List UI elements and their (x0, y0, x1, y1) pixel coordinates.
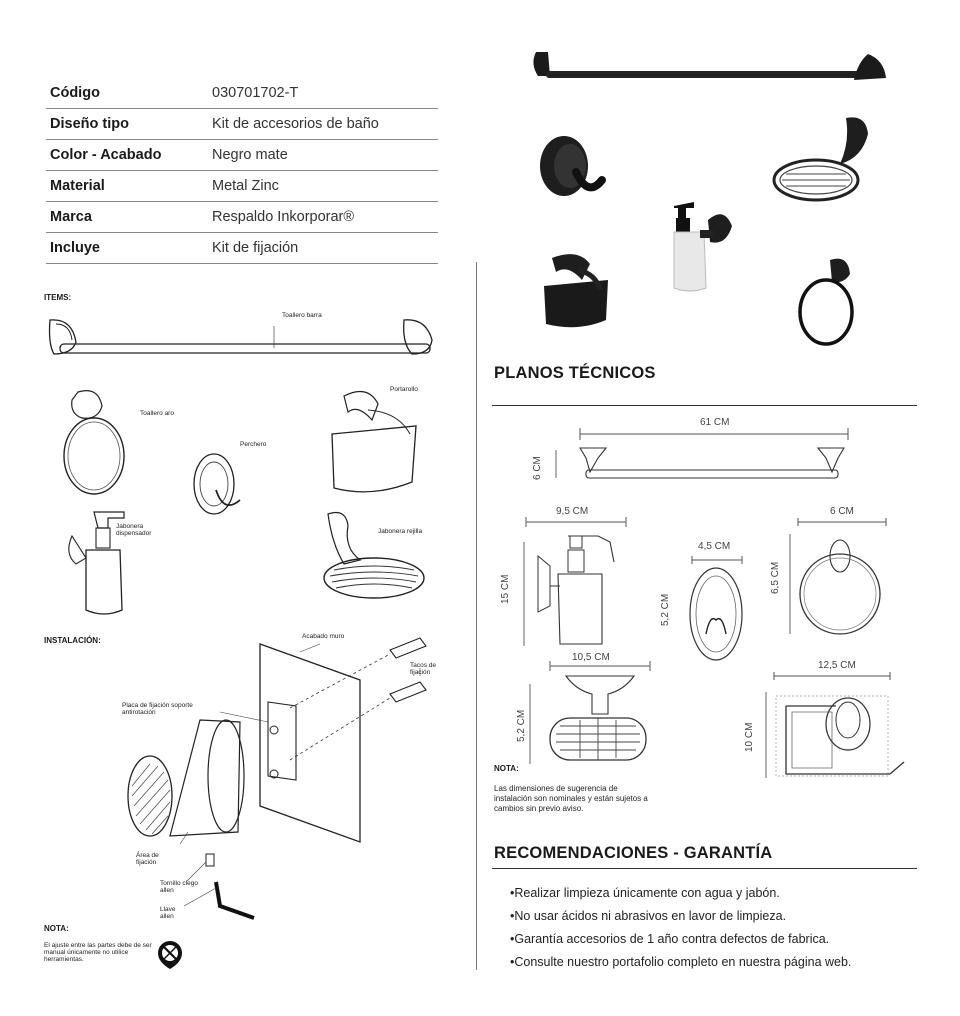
left-note-text: El ajuste entre las partes debe de ser manual únicamente no utilice herramientas. (44, 942, 152, 963)
recommendation-item: •Realizar limpieza únicamente con agua y jabón. (510, 886, 780, 900)
spec-row (46, 109, 438, 140)
perch-height-dim: 5,2 CM (660, 593, 671, 626)
spec-key: Color - Acabado (50, 147, 162, 163)
spec-row (46, 233, 438, 264)
jab-width-dim: 10,5 CM (572, 652, 610, 663)
recommendation-item: •No usar ácidos ni abrasivos en lavor de limpieza. (510, 909, 787, 923)
perch-width-dim: 4,5 CM (698, 541, 731, 552)
acabado-muro-label: Acabado muro (302, 633, 345, 640)
recomendaciones-title: RECOMENDACIONES - GARANTÍA (494, 844, 773, 862)
recommendation-item: •Consulte nuestro portafolio completo en nuestra página web. (510, 955, 852, 969)
spec-row (46, 171, 438, 202)
soap-dispenser-photo (664, 196, 738, 296)
installation-heading: INSTALACIÓN: (44, 636, 101, 645)
spec-value: Respaldo Inkorporar® (212, 209, 355, 225)
spec-value: Kit de fijación (212, 240, 299, 256)
robe-hook-sketch (190, 444, 250, 524)
soap-dish-plan (510, 660, 660, 770)
planos-title: PLANOS TÉCNICOS (494, 364, 656, 382)
perchero-label: Perchero (240, 441, 267, 448)
tornillo-label: Tornillo ciego allen (160, 880, 198, 894)
soap-dish-sketch (314, 508, 428, 604)
barra-height-dim: 6 CM (532, 456, 543, 480)
items-heading: ITEMS: (44, 293, 72, 302)
aro-height-dim: 6,5 CM (770, 561, 781, 594)
towel-bar-plan (536, 420, 856, 484)
jab-height-dim: 5,2 CM (516, 709, 527, 742)
disp-height-dim: 15 CM (500, 574, 511, 604)
spec-key: Marca (50, 209, 92, 225)
towel-bar-photo (528, 44, 888, 90)
llave-label: Llave allen (160, 906, 176, 920)
spec-value: 030701702-T (212, 85, 299, 101)
jabonera-dispensador-label: Jabonera dispensador (116, 523, 152, 537)
soap-dish-photo (770, 112, 882, 208)
spec-row (46, 78, 438, 109)
no-tools-icon (156, 940, 184, 970)
spec-key: Incluye (50, 240, 100, 256)
spec-table (46, 78, 438, 264)
area-label: Área de fijación (136, 852, 159, 866)
towel-bar-sketch (46, 310, 438, 360)
left-note-title: NOTA: (44, 924, 69, 933)
planos-note-title: NOTA: (494, 764, 519, 773)
toilet-paper-holder-plan (754, 672, 914, 782)
planos-rule (492, 405, 917, 406)
spec-row (46, 140, 438, 171)
towel-ring-sketch (58, 388, 138, 500)
barra-width-dim: 61 CM (700, 417, 730, 428)
portarollo-label: Portarollo (390, 386, 418, 393)
recommendation-item: •Garantía accesorios de 1 año contra defectos de fabrica. (510, 932, 830, 946)
planos-note-text: Las dimensiones de sugerencia de instalación son nominales y están sujetos a cambios sin previo aviso. (494, 784, 648, 813)
spec-value: Kit de accesorios de baño (212, 116, 379, 132)
port-height-dim: 10 CM (744, 722, 755, 752)
toallero-barra-label: Toallero barra (282, 312, 322, 319)
towel-ring-plan (786, 518, 896, 642)
toallero-aro-label: Toallero aro (140, 410, 174, 417)
aro-width-dim: 6 CM (830, 506, 854, 517)
spec-row (46, 202, 438, 233)
towel-ring-photo (794, 254, 866, 350)
recomendaciones-rule (492, 868, 917, 869)
toilet-paper-holder-sketch (328, 388, 428, 504)
jabonera-rejilla-label: Jabonera rejilla (378, 528, 423, 535)
spec-value: Metal Zinc (212, 178, 279, 194)
port-width-dim: 12,5 CM (818, 660, 856, 671)
column-divider (476, 262, 477, 970)
spec-key: Material (50, 178, 105, 194)
placa-label: Placa de fijación soporte antirotación (122, 702, 193, 716)
disp-width-dim: 9,5 CM (556, 506, 589, 517)
dispenser-plan (514, 516, 634, 652)
robe-hook-plan (680, 556, 750, 666)
spec-key: Diseño tipo (50, 116, 129, 132)
spec-key: Código (50, 85, 100, 101)
tacos-label: Tacos de fijación (410, 662, 437, 676)
toilet-paper-holder-photo (538, 250, 618, 336)
spec-value: Negro mate (212, 147, 288, 163)
robe-hook-photo (536, 128, 610, 204)
